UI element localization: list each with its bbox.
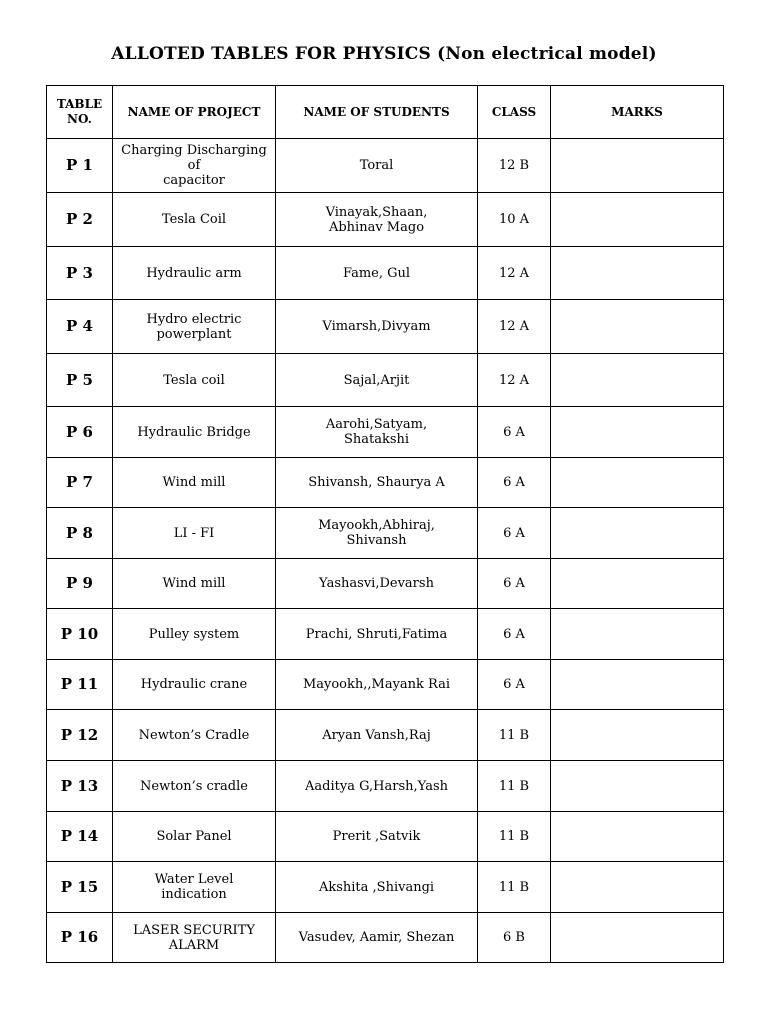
project-name-cell: Hydraulic arm xyxy=(113,247,276,300)
student-names-cell: Prachi, Shruti,Fatima xyxy=(276,609,478,660)
class-cell: 6 B xyxy=(478,913,551,963)
project-name-cell: LI - FI xyxy=(113,508,276,559)
class-cell: 6 A xyxy=(478,407,551,458)
marks-cell xyxy=(551,247,724,300)
class-cell: 11 B xyxy=(478,812,551,862)
project-name-cell: Newton’s cradle xyxy=(113,761,276,812)
student-names-cell: Aryan Vansh,Raj xyxy=(276,710,478,761)
class-cell: 12 A xyxy=(478,300,551,354)
student-names-cell: Aaditya G,Harsh,Yash xyxy=(276,761,478,812)
page-title: ALLOTED TABLES FOR PHYSICS (Non electrical model) xyxy=(111,44,657,64)
table-row xyxy=(47,458,724,508)
table-no-cell: P 5 xyxy=(47,354,113,407)
table-no-cell: P 2 xyxy=(47,193,113,247)
class-cell: 6 A xyxy=(478,458,551,508)
marks-cell xyxy=(551,300,724,354)
table-row xyxy=(47,247,724,300)
header-marks: MARKS xyxy=(551,86,724,139)
student-names-cell: Vasudev, Aamir, Shezan xyxy=(276,913,478,963)
class-cell: 11 B xyxy=(478,710,551,761)
table-no-cell: P 11 xyxy=(47,660,113,710)
project-name-cell: Wind mill xyxy=(113,559,276,609)
student-names-cell: Toral xyxy=(276,139,478,193)
marks-cell xyxy=(551,710,724,761)
project-name-cell: Hydraulic Bridge xyxy=(113,407,276,458)
table-no-cell: P 15 xyxy=(47,862,113,913)
class-cell: 12 A xyxy=(478,354,551,407)
project-name-cell: Wind mill xyxy=(113,458,276,508)
marks-cell xyxy=(551,354,724,407)
class-cell: 6 A xyxy=(478,559,551,609)
class-cell: 11 B xyxy=(478,761,551,812)
table-row xyxy=(47,508,724,559)
table-row xyxy=(47,862,724,913)
project-name-cell: Hydro electric powerplant xyxy=(113,300,276,354)
table-row xyxy=(47,710,724,761)
class-cell: 11 B xyxy=(478,862,551,913)
table-no-cell: P 6 xyxy=(47,407,113,458)
table-row xyxy=(47,300,724,354)
project-name-cell: Solar Panel xyxy=(113,812,276,862)
student-names-cell: Vinayak,Shaan, Abhinav Mago xyxy=(276,193,478,247)
table-no-cell: P 9 xyxy=(47,559,113,609)
table-no-cell: P 7 xyxy=(47,458,113,508)
class-cell: 6 A xyxy=(478,660,551,710)
table-row xyxy=(47,193,724,247)
marks-cell xyxy=(551,609,724,660)
marks-cell xyxy=(551,660,724,710)
table-no-cell: P 16 xyxy=(47,913,113,963)
project-name-cell: LASER SECURITY ALARM xyxy=(113,913,276,963)
marks-cell xyxy=(551,559,724,609)
class-cell: 12 B xyxy=(478,139,551,193)
table-header-row xyxy=(47,86,724,139)
class-cell: 6 A xyxy=(478,609,551,660)
marks-cell xyxy=(551,761,724,812)
table-no-cell: P 10 xyxy=(47,609,113,660)
table-no-cell: P 13 xyxy=(47,761,113,812)
project-name-cell: Tesla coil xyxy=(113,354,276,407)
table-body xyxy=(47,139,724,963)
project-name-cell: Pulley system xyxy=(113,609,276,660)
table-row xyxy=(47,139,724,193)
project-name-cell: Hydraulic crane xyxy=(113,660,276,710)
student-names-cell: Fame, Gul xyxy=(276,247,478,300)
table-no-cell: P 1 xyxy=(47,139,113,193)
table-row xyxy=(47,761,724,812)
marks-cell xyxy=(551,139,724,193)
table-row xyxy=(47,559,724,609)
project-name-cell: Water Level indication xyxy=(113,862,276,913)
marks-cell xyxy=(551,407,724,458)
class-cell: 6 A xyxy=(478,508,551,559)
table-row xyxy=(47,609,724,660)
student-names-cell: Yashasvi,Devarsh xyxy=(276,559,478,609)
student-names-cell: Aarohi,Satyam, Shatakshi xyxy=(276,407,478,458)
class-cell: 12 A xyxy=(478,247,551,300)
marks-cell xyxy=(551,913,724,963)
student-names-cell: Shivansh, Shaurya A xyxy=(276,458,478,508)
student-names-cell: Vimarsh,Divyam xyxy=(276,300,478,354)
project-name-cell: Charging Discharging of capacitor xyxy=(113,139,276,193)
table-row xyxy=(47,913,724,963)
table-row xyxy=(47,407,724,458)
project-name-cell: Tesla Coil xyxy=(113,193,276,247)
student-names-cell: Sajal,Arjit xyxy=(276,354,478,407)
student-names-cell: Akshita ,Shivangi xyxy=(276,862,478,913)
allotment-table xyxy=(46,85,724,963)
table-no-cell: P 8 xyxy=(47,508,113,559)
table-row xyxy=(47,354,724,407)
student-names-cell: Mayookh,,Mayank Rai xyxy=(276,660,478,710)
table-no-cell: P 4 xyxy=(47,300,113,354)
header-project: NAME OF PROJECT xyxy=(113,86,276,139)
marks-cell xyxy=(551,812,724,862)
table-row xyxy=(47,812,724,862)
marks-cell xyxy=(551,458,724,508)
table-no-cell: P 12 xyxy=(47,710,113,761)
class-cell: 10 A xyxy=(478,193,551,247)
header-students: NAME OF STUDENTS xyxy=(276,86,478,139)
student-names-cell: Mayookh,Abhiraj, Shivansh xyxy=(276,508,478,559)
marks-cell xyxy=(551,862,724,913)
student-names-cell: Prerit ,Satvik xyxy=(276,812,478,862)
marks-cell xyxy=(551,193,724,247)
table-no-cell: P 14 xyxy=(47,812,113,862)
table-no-cell: P 3 xyxy=(47,247,113,300)
header-class: CLASS xyxy=(478,86,551,139)
project-name-cell: Newton’s Cradle xyxy=(113,710,276,761)
table-row xyxy=(47,660,724,710)
marks-cell xyxy=(551,508,724,559)
header-table-no: TABLE NO. xyxy=(47,86,113,139)
